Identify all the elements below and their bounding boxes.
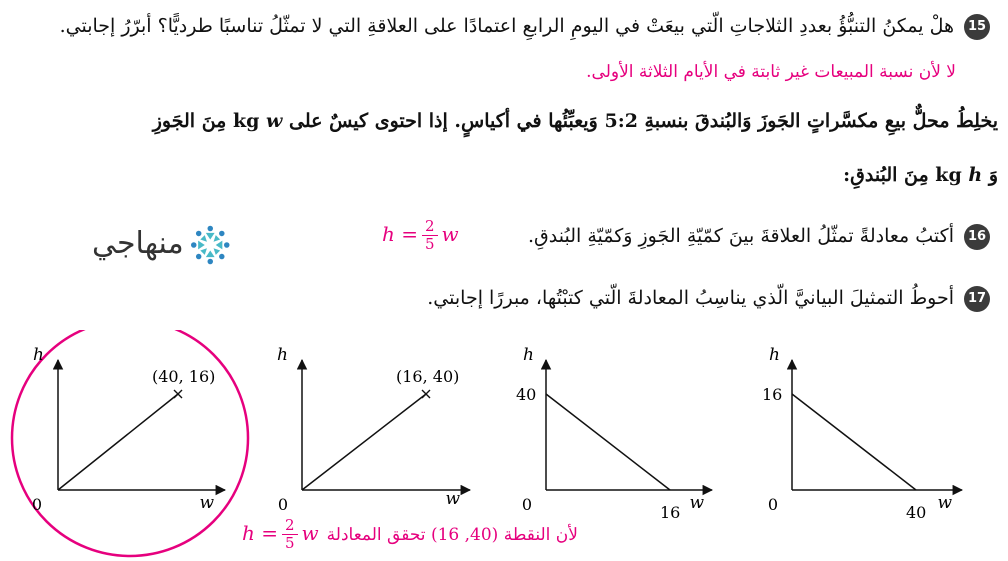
final-answer-text: لأن النقطة (40, 16) تحقق المعادلة: [326, 524, 578, 545]
graph-2-origin: 0: [277, 495, 288, 514]
graph-2-point: [422, 390, 430, 398]
graph-1-origin: 0: [31, 495, 42, 514]
intro-text-c: مِنَ الجَوزِ: [152, 110, 233, 132]
graph-1-x-label: w: [199, 493, 214, 513]
final-denominator: 5: [285, 534, 295, 552]
graph-3-x-label: w: [689, 493, 704, 513]
intro-text-b: وَيعبِّئُها في أكياسٍ. إذا احتوى كيسٌ على: [282, 110, 605, 132]
graph-4: [762, 345, 962, 522]
graph-1: [12, 330, 248, 556]
final-equation: [242, 517, 319, 552]
graph-3-y-tick: 40: [516, 385, 537, 404]
graph-4-y-tick: 16: [762, 385, 783, 404]
answer-variable: w: [441, 222, 459, 246]
unit-kg: kg: [232, 110, 260, 132]
graph-1-line: [58, 394, 178, 490]
graph-4-x-tick: 40: [906, 503, 927, 522]
question-number-badge: 17: [964, 286, 990, 312]
intro-text-a: يخلِطُ محلٌّ بيعِ مكسَّراتٍ الجَوزَ وَالبُندقَ بنسبةِ: [637, 110, 998, 132]
graph-3-origin: 0: [521, 495, 532, 514]
graph-3-x-tick: 16: [660, 503, 681, 522]
question-15-text: هلْ يمكنُ التنبُّؤُ بعددِ الثلاجاتِ الّتي بيعَتْ في اليومِ الرابعِ اعتمادًا على العلاقةِ التي لا تمثّلُ تناسبًا طرديًّا؟ أبرّرُ إجابتي.: [59, 15, 954, 37]
answer-numerator: 2: [422, 218, 438, 236]
logo-text: منهاجي: [92, 226, 184, 261]
graph-1-point-label: (40, 16): [152, 367, 216, 386]
intro-line-1: [14, 110, 998, 132]
final-variable: w: [301, 521, 319, 545]
minhaji-logo: [180, 205, 290, 285]
graph-2-x-label: w: [445, 489, 460, 509]
answer-circle: [12, 330, 248, 556]
final-numerator: 2: [282, 517, 298, 535]
answer-denominator: 5: [425, 235, 435, 253]
question-number-badge: 15: [964, 14, 990, 40]
question-17-text: أحوطُ التمثيلَ البيانيَّ الّذي يناسِبُ المعادلةَ الّتي كتبْتُها، مبررًا إجابتي.: [427, 287, 954, 309]
question-16-text: أكتبُ معادلةً تمثّلُ العلاقةَ بينَ كمّيّةِ الجَوزِ وَكمّيّةِ البُندقِ.: [527, 225, 954, 247]
graph-3-y-label: h: [523, 345, 534, 365]
h-variable: h: [968, 164, 983, 186]
intro-text-e: مِنَ البُندقِ:: [843, 164, 936, 186]
graph-2-point-label: (16, 40): [396, 367, 460, 386]
graph-4-x-label: w: [937, 493, 952, 513]
graph-1-point: [174, 390, 182, 398]
graph-4-y-label: h: [769, 345, 780, 365]
graph-3-line: [546, 394, 670, 490]
ratio: 5:2: [604, 110, 638, 132]
final-answer: [242, 517, 578, 552]
graph-3: [516, 345, 712, 522]
graph-2: [277, 345, 470, 514]
question-16-answer: [382, 218, 459, 253]
question-15-answer: لا لأن نسبة المبيعات غير ثابتة في الأيام الثلاثة الأولى.: [586, 62, 956, 82]
graph-2-line: [302, 394, 426, 490]
answer-lhs: h =: [382, 222, 418, 246]
intro-line-2: [14, 164, 998, 186]
unit-kg-2: kg: [935, 164, 962, 186]
graph-1-y-label: h: [33, 345, 44, 365]
w-variable: w: [266, 110, 283, 132]
graph-4-origin: 0: [767, 495, 778, 514]
graph-4-line: [792, 394, 916, 490]
final-lhs: h =: [242, 521, 278, 545]
graph-2-y-label: h: [277, 345, 288, 365]
question-15: [14, 14, 990, 40]
question-17: [14, 286, 990, 312]
intro-text-d: وَ: [982, 164, 998, 186]
question-number-badge: 16: [964, 224, 990, 250]
